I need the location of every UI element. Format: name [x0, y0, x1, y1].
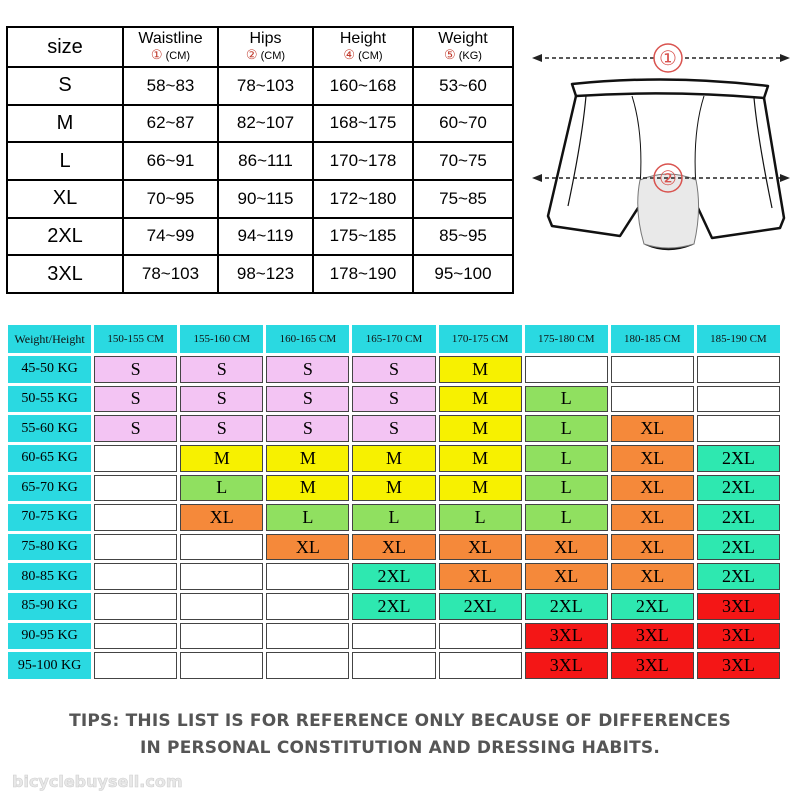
- empty-cell: [180, 534, 263, 561]
- measurement-value: 75~85: [413, 180, 513, 218]
- empty-cell: [266, 623, 349, 650]
- measurement-value: 82~107: [218, 105, 313, 143]
- weight-range-label: 95-100 KG: [8, 652, 91, 679]
- chart-row: [8, 534, 780, 561]
- tips-note: [0, 708, 800, 762]
- size-measurement-table: [6, 26, 514, 294]
- hips-marker-label: ②: [659, 166, 677, 190]
- size-cell: 2XL: [439, 593, 522, 620]
- size-cell: S: [266, 415, 349, 442]
- chart-row: [8, 356, 780, 383]
- size-label: 3XL: [7, 255, 123, 293]
- measurement-value: 90~115: [218, 180, 313, 218]
- size-cell: L: [352, 504, 435, 531]
- size-cell: L: [525, 415, 608, 442]
- height-range-header: 180-185 CM: [611, 325, 694, 353]
- measurement-value: 95~100: [413, 255, 513, 293]
- size-cell: 3XL: [525, 652, 608, 679]
- size-cell: M: [266, 475, 349, 502]
- weight-range-label: 75-80 KG: [8, 534, 91, 561]
- size-cell: XL: [352, 534, 435, 561]
- size-cell: 3XL: [697, 623, 780, 650]
- empty-cell: [94, 563, 177, 590]
- size-cell: 3XL: [697, 593, 780, 620]
- empty-cell: [266, 563, 349, 590]
- weight-range-label: 80-85 KG: [8, 563, 91, 590]
- chart-row: [8, 415, 780, 442]
- size-cell: M: [266, 445, 349, 472]
- size-cell: L: [266, 504, 349, 531]
- weight-range-label: 85-90 KG: [8, 593, 91, 620]
- size-table-row: [7, 218, 513, 256]
- weight-column-header: Weight ⑤ (KG): [413, 27, 513, 67]
- weight-height-size-chart: [5, 322, 783, 682]
- empty-cell: [352, 652, 435, 679]
- measurement-value: 98~123: [218, 255, 313, 293]
- empty-cell: [94, 623, 177, 650]
- empty-cell: [94, 652, 177, 679]
- chart-header-row: [8, 325, 780, 353]
- height-range-header: 155-160 CM: [180, 325, 263, 353]
- chart-row: [8, 475, 780, 502]
- measurement-value: 160~168: [313, 67, 413, 105]
- empty-cell: [180, 563, 263, 590]
- chart-row: [8, 386, 780, 413]
- size-cell: XL: [180, 504, 263, 531]
- size-cell: M: [352, 445, 435, 472]
- weight-range-label: 45-50 KG: [8, 356, 91, 383]
- size-cell: S: [352, 386, 435, 413]
- size-table-header-row: [7, 27, 513, 67]
- size-cell: S: [352, 356, 435, 383]
- size-label: S: [7, 67, 123, 105]
- size-cell: L: [180, 475, 263, 502]
- waistline-column-header: Waistline ① (CM): [123, 27, 218, 67]
- size-cell: XL: [611, 504, 694, 531]
- size-cell: M: [180, 445, 263, 472]
- measurement-value: 172~180: [313, 180, 413, 218]
- measurement-value: 78~103: [123, 255, 218, 293]
- size-label: M: [7, 105, 123, 143]
- height-column-header: Height ④ (CM): [313, 27, 413, 67]
- size-cell: XL: [611, 475, 694, 502]
- measurement-value: 85~95: [413, 218, 513, 256]
- measurement-value: 62~87: [123, 105, 218, 143]
- measurement-value: 175~185: [313, 218, 413, 256]
- measurement-value: 58~83: [123, 67, 218, 105]
- empty-cell: [611, 356, 694, 383]
- size-cell: XL: [611, 415, 694, 442]
- shorts-measurement-illustration: [528, 30, 794, 284]
- size-table-row: [7, 142, 513, 180]
- size-cell: S: [180, 415, 263, 442]
- empty-cell: [352, 623, 435, 650]
- empty-cell: [180, 652, 263, 679]
- weight-range-label: 70-75 KG: [8, 504, 91, 531]
- size-table-row: [7, 67, 513, 105]
- size-cell: 3XL: [611, 652, 694, 679]
- empty-cell: [611, 386, 694, 413]
- measurement-value: 70~95: [123, 180, 218, 218]
- height-range-header: 185-190 CM: [697, 325, 780, 353]
- size-cell: XL: [611, 534, 694, 561]
- size-cell: S: [94, 415, 177, 442]
- size-cell: 3XL: [611, 623, 694, 650]
- size-label: XL: [7, 180, 123, 218]
- weight-range-label: 55-60 KG: [8, 415, 91, 442]
- empty-cell: [180, 593, 263, 620]
- measurement-value: 74~99: [123, 218, 218, 256]
- size-table-row: [7, 180, 513, 218]
- empty-cell: [94, 445, 177, 472]
- weight-range-label: 60-65 KG: [8, 445, 91, 472]
- size-cell: M: [439, 415, 522, 442]
- size-cell: 2XL: [697, 445, 780, 472]
- height-range-header: 165-170 CM: [352, 325, 435, 353]
- size-cell: S: [180, 356, 263, 383]
- empty-cell: [697, 386, 780, 413]
- size-cell: S: [94, 356, 177, 383]
- empty-cell: [94, 593, 177, 620]
- measurement-value: 70~75: [413, 142, 513, 180]
- size-column-header: size: [7, 27, 123, 67]
- weight-range-label: 90-95 KG: [8, 623, 91, 650]
- measurement-value: 53~60: [413, 67, 513, 105]
- empty-cell: [697, 356, 780, 383]
- height-range-header: 160-165 CM: [266, 325, 349, 353]
- size-cell: XL: [611, 445, 694, 472]
- size-cell: 2XL: [697, 475, 780, 502]
- chart-row: [8, 623, 780, 650]
- size-cell: XL: [611, 563, 694, 590]
- chart-row: [8, 504, 780, 531]
- size-cell: XL: [525, 563, 608, 590]
- empty-cell: [439, 652, 522, 679]
- watermark: bicyclebuysell.com: [12, 772, 183, 791]
- measurement-value: 94~119: [218, 218, 313, 256]
- chart-row: [8, 593, 780, 620]
- size-cell: 2XL: [352, 593, 435, 620]
- tips-line-2: IN PERSONAL CONSTITUTION AND DRESSING HABITS.: [139, 738, 661, 758]
- hips-column-header: Hips ② (CM): [218, 27, 313, 67]
- chart-corner-header: Weight/Height: [8, 325, 91, 353]
- size-cell: S: [352, 415, 435, 442]
- chart-row: [8, 563, 780, 590]
- size-cell: M: [439, 356, 522, 383]
- size-table-row: [7, 105, 513, 143]
- size-cell: 2XL: [352, 563, 435, 590]
- height-range-header: 150-155 CM: [94, 325, 177, 353]
- empty-cell: [94, 504, 177, 531]
- size-cell: XL: [439, 534, 522, 561]
- weight-range-label: 65-70 KG: [8, 475, 91, 502]
- size-cell: M: [439, 445, 522, 472]
- waist-marker-label: ①: [659, 46, 677, 70]
- size-cell: XL: [525, 534, 608, 561]
- empty-cell: [94, 475, 177, 502]
- size-cell: S: [266, 356, 349, 383]
- weight-range-label: 50-55 KG: [8, 386, 91, 413]
- chart-row: [8, 652, 780, 679]
- size-cell: 2XL: [697, 563, 780, 590]
- size-cell: 2XL: [697, 504, 780, 531]
- size-cell: M: [439, 475, 522, 502]
- chart-row: [8, 445, 780, 472]
- size-cell: M: [439, 386, 522, 413]
- measurement-value: 178~190: [313, 255, 413, 293]
- size-cell: S: [180, 386, 263, 413]
- size-cell: L: [525, 445, 608, 472]
- empty-cell: [266, 593, 349, 620]
- tips-line-1: TIPS: THIS LIST IS FOR REFERENCE ONLY BECAUSE OF DIFFERENCES: [69, 711, 731, 731]
- size-cell: L: [525, 475, 608, 502]
- size-cell: 2XL: [611, 593, 694, 620]
- size-cell: S: [94, 386, 177, 413]
- size-cell: 2XL: [697, 534, 780, 561]
- size-cell: 3XL: [697, 652, 780, 679]
- height-range-header: 175-180 CM: [525, 325, 608, 353]
- size-label: L: [7, 142, 123, 180]
- size-table-row: [7, 255, 513, 293]
- empty-cell: [94, 534, 177, 561]
- size-cell: L: [525, 504, 608, 531]
- empty-cell: [180, 623, 263, 650]
- measurement-value: 60~70: [413, 105, 513, 143]
- measurement-value: 78~103: [218, 67, 313, 105]
- size-cell: 3XL: [525, 623, 608, 650]
- size-cell: 2XL: [525, 593, 608, 620]
- size-cell: S: [266, 386, 349, 413]
- empty-cell: [439, 623, 522, 650]
- empty-cell: [697, 415, 780, 442]
- empty-cell: [266, 652, 349, 679]
- size-cell: L: [439, 504, 522, 531]
- measurement-value: 86~111: [218, 142, 313, 180]
- measurement-value: 66~91: [123, 142, 218, 180]
- size-cell: XL: [439, 563, 522, 590]
- measurement-value: 170~178: [313, 142, 413, 180]
- size-cell: XL: [266, 534, 349, 561]
- measurement-value: 168~175: [313, 105, 413, 143]
- size-cell: M: [352, 475, 435, 502]
- size-cell: L: [525, 386, 608, 413]
- size-label: 2XL: [7, 218, 123, 256]
- height-range-header: 170-175 CM: [439, 325, 522, 353]
- empty-cell: [525, 356, 608, 383]
